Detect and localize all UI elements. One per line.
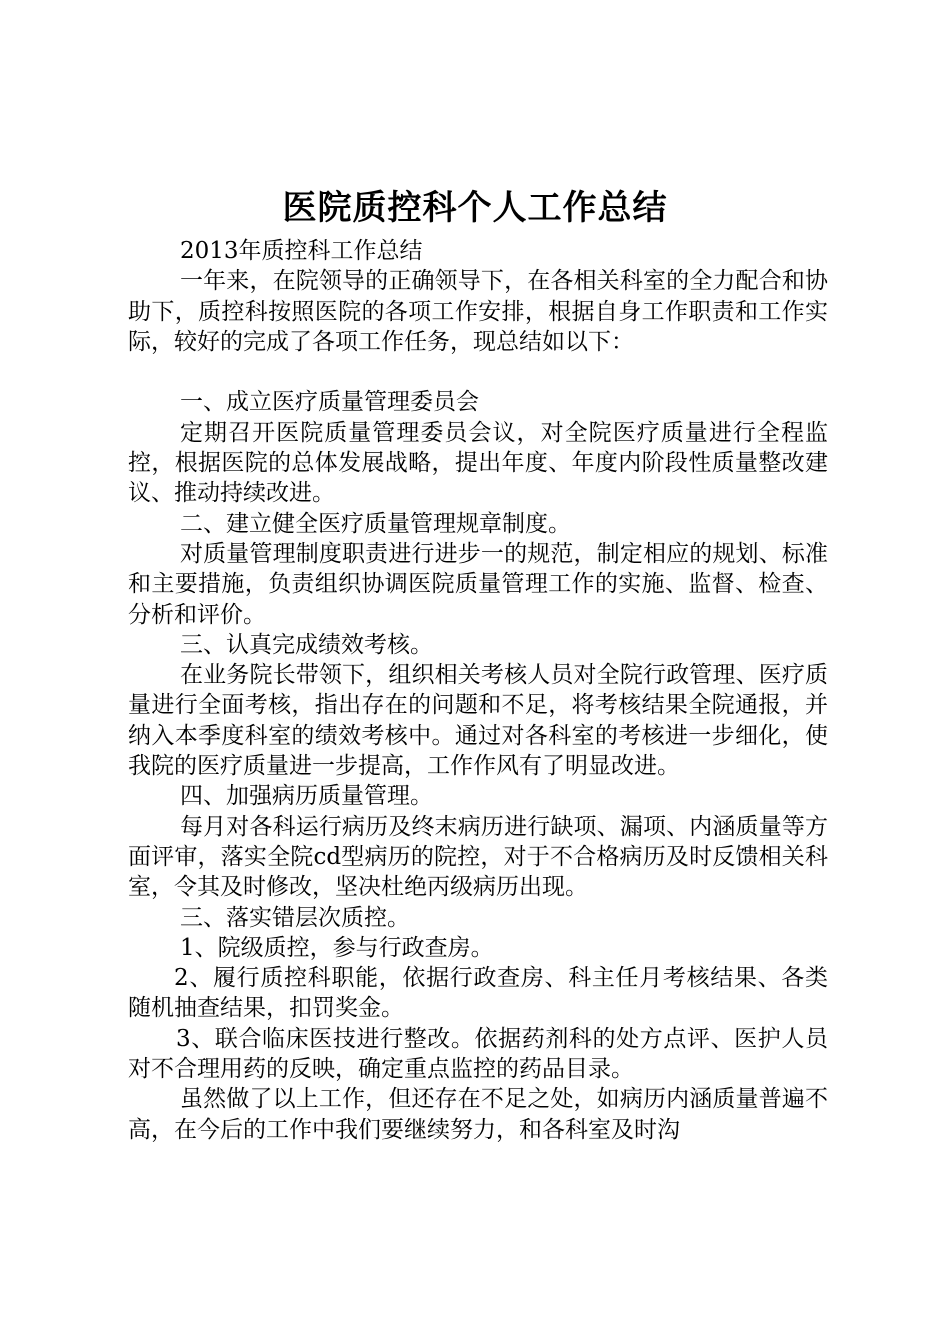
subtitle-paragraph: 2013年质控科工作总结 — [180, 238, 423, 264]
body-paragraph: 对质量管理制度职责进行进步一的规范，制定相应的规划、标准和主要措施，负责组织协调医院质量管理工作的实施、监督、检查、分析和评价。 — [128, 540, 828, 628]
body-paragraph: 在业务院长带领下，组织相关考核人员对全院行政管理、医疗质量进行全面考核，指出存在的问题和不足，将考核结果全院通报，并纳入本季度科室的绩效考核中。通过对各科室的考核进一步细化，使我院的医疗质量进一步提高，工作作风有了明显改进。 — [128, 662, 828, 780]
list-item: 3、联合临床医技进行整改。依据药剂科的处方点评、医护人员对不合理用药的反映，确定重点监控的药品目录。 — [128, 1025, 828, 1083]
body-paragraph: 虽然做了以上工作，但还存在不足之处，如病历内涵质量普遍不高，在今后的工作中我们要继续努力，和各科室及时沟 — [128, 1086, 828, 1143]
section-heading: 一、成立医疗质量管理委员会 — [180, 389, 479, 416]
section-heading: 三、认真完成绩效考核。 — [180, 631, 433, 658]
intro-paragraph: 一年来，在院领导的正确领导下，在各相关科室的全力配合和协助下，质控科按照医院的各项工作安排，根据自身工作职责和工作实际，较好的完成了各项工作任务，现总结如以下： — [128, 268, 828, 355]
blank-line — [128, 357, 828, 387]
body-paragraph: 定期召开医院质量管理委员会议，对全院医疗质量进行全程监控，根据医院的总体发展战略，提出年度、年度内阶段性质量整改建议、推动持续改进。 — [128, 419, 828, 507]
body-paragraph: 每月对各科运行病历及终末病历进行缺项、漏项、内涵质量等方面评审，落实全院cd型病历的院控，对于不合格病历及时反馈相关科室，令其及时修改，坚决杜绝丙级病历出现。 — [128, 813, 828, 901]
document-title: 医院质控科个人工作总结 — [282, 188, 668, 228]
section-heading: 二、建立健全医疗质量管理规章制度。 — [180, 510, 571, 537]
list-item: 2、履行质控科职能，依据行政查房、科主任月考核结果、各类随机抽查结果，扣罚奖金。 — [128, 965, 828, 1022]
section-heading: 四、加强病历质量管理。 — [180, 783, 433, 810]
document-body — [128, 236, 828, 1145]
list-item: 1、院级质控，参与行政查房。 — [180, 934, 494, 961]
section-heading: 三、落实错层次质控。 — [180, 904, 410, 931]
